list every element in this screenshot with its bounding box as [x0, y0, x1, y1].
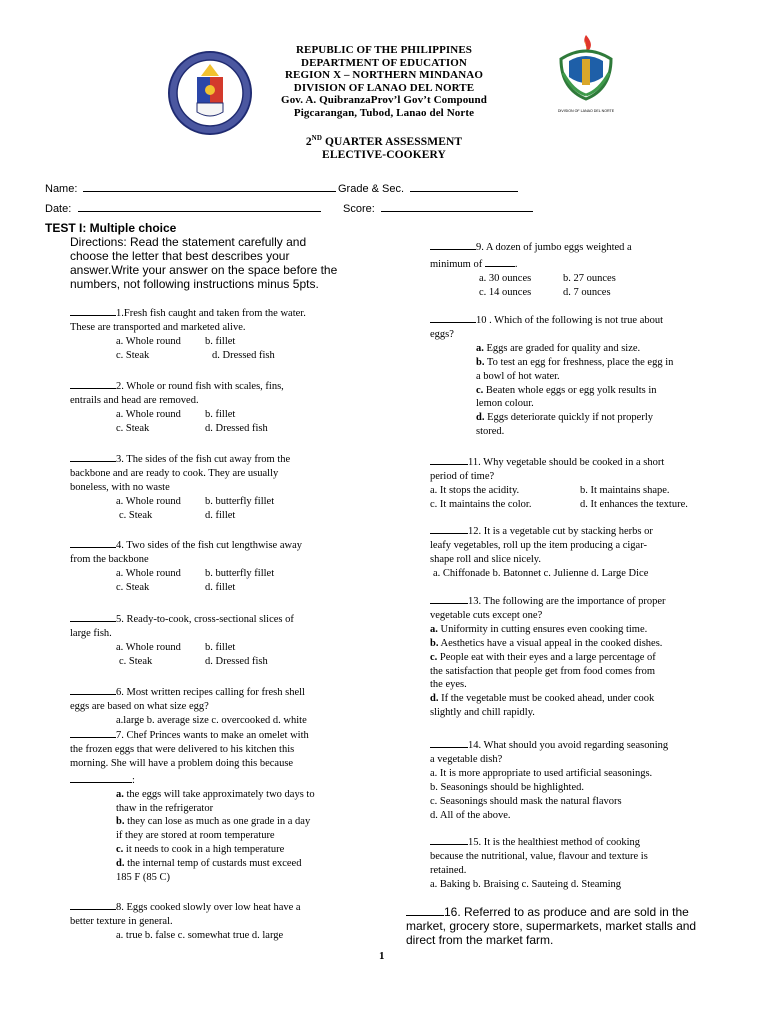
option-c: c. Steak — [119, 655, 153, 667]
directions — [70, 235, 337, 291]
question-text: market, grocery store, supermarkets, market stalls and — [406, 919, 697, 933]
option-letter: c. — [476, 384, 484, 396]
option-text: slightly and chill rapidly. — [430, 707, 535, 719]
option-text: b. Seasonings should be highlighted. — [430, 781, 584, 793]
question-options: a.large b. average size c. overcooked d. white — [116, 714, 307, 726]
answer-blank[interactable] — [430, 311, 476, 323]
option-a: a. 30 ounces — [479, 272, 532, 284]
answer-blank[interactable] — [70, 304, 116, 316]
header-line-2: DEPARTMENT OF EDUCATION — [301, 56, 467, 69]
option-letter: d. — [430, 693, 439, 705]
option-text: the internal temp of custards must exceed — [127, 858, 302, 870]
option-text: People eat with their eyes and a large percentage of — [439, 651, 656, 663]
option-a: a. It stops the acidity. — [430, 484, 520, 496]
option-a: a. Whole round — [116, 567, 181, 579]
directions-line: numbers, not following instructions minus 5pts. — [70, 277, 319, 291]
header-line-5: Gov. A. QuibranzaProv’l Gov’t Compound — [281, 94, 487, 107]
question-text: 5. Ready-to-cook, cross-sectional slices of — [116, 614, 294, 625]
option-text: Beaten whole eggs or egg yolk results in — [485, 384, 657, 396]
option-text: If the vegetable must be cooked ahead, under cook — [441, 693, 655, 705]
option-a: a. Whole round — [116, 641, 181, 653]
question-text: minimum of — [430, 258, 483, 270]
option-text: a. Baking b. Braising c. Sauteing d. Steaming — [430, 878, 622, 890]
option-b: b. butterfly fillet — [205, 567, 275, 579]
directions-line: answer.Write your answer on the space before the — [70, 263, 338, 277]
question-9: 9. A dozen of jumbo eggs weighted a minimum of . a. 30 ounces b. 27 ounces c. 14 ounces d. 7 ounces — [430, 238, 632, 300]
question-6 — [70, 683, 307, 728]
option-letter: c. — [430, 651, 438, 663]
option-c: c. Steak — [116, 581, 150, 593]
question-text: direct from the market farm. — [406, 933, 554, 947]
question-16 — [406, 904, 696, 947]
answer-blank[interactable] — [430, 592, 468, 604]
question-text: the frozen eggs that were delivered to his kitchen this — [70, 743, 295, 755]
option-b: b. 27 ounces — [563, 272, 616, 284]
answer-blank[interactable] — [430, 736, 468, 748]
question-text: period of time? — [430, 470, 495, 482]
name-label: Name: — [45, 183, 78, 195]
question-text: shape roll and slice nicely. — [430, 553, 541, 565]
option-b: b. fillet — [205, 408, 236, 420]
question-text: 15. It is the healthiest method of cooking — [468, 837, 641, 848]
option-d: d. Dressed fish — [205, 655, 268, 667]
question-text: because the nutritional, value, flavour and texture is — [430, 850, 648, 862]
question-text: boneless, with no waste — [70, 481, 170, 493]
question-text: 12. It is a vegetable cut by stacking herbs or — [468, 526, 653, 537]
option-d: d. Dressed fish — [212, 349, 275, 361]
question-text: eggs? — [430, 328, 454, 340]
division-logo-caption: DIVISION OF LANAO DEL NORTE — [557, 109, 615, 113]
question-text: better texture in general. — [70, 915, 173, 927]
question-text: 8. Eggs cooked slowly over low heat have a — [116, 902, 301, 913]
question-text: 4. Two sides of the fish cut lengthwise away — [116, 540, 302, 551]
question-text: 2. Whole or round fish with scales, fins, — [116, 381, 284, 392]
option-c: c. It maintains the color. — [430, 498, 532, 510]
option-d: d. It enhances the texture. — [580, 498, 688, 510]
option-text: the eggs will take approximately two days to — [126, 788, 315, 800]
question-text: retained. — [430, 864, 467, 876]
name-blank[interactable] — [83, 180, 336, 192]
question-15 — [430, 833, 648, 892]
score-blank[interactable] — [381, 200, 533, 212]
directions-line: Directions: Read the statement carefully and — [70, 235, 307, 249]
question-text: 16. Referred to as produce and are sold in the — [444, 905, 689, 919]
option-c: c. Steak — [116, 349, 150, 361]
option-text: a. It is more appropriate to used artificial seasonings. — [430, 767, 653, 779]
question-text: vegetable cuts except one? — [430, 609, 543, 621]
option-b: b. fillet — [205, 641, 236, 653]
answer-blank[interactable] — [430, 522, 468, 534]
question-text: 9. A dozen of jumbo eggs weighted a — [476, 242, 632, 253]
grade-blank[interactable] — [410, 180, 518, 192]
test-heading: TEST I: Multiple choice — [45, 221, 177, 235]
option-letter: d. — [116, 858, 125, 870]
option-c: c. Steak — [119, 509, 153, 521]
question-14 — [430, 736, 668, 822]
option-text: if they are stored at room temperature — [116, 830, 275, 842]
option-text: it needs to cook in a high temperature — [125, 844, 285, 856]
question-text: entrails and head are removed. — [70, 394, 199, 406]
question-13 — [430, 592, 666, 720]
title-number: 2 — [305, 136, 312, 148]
question-4 — [70, 536, 302, 595]
option-text: the eyes. — [430, 679, 467, 691]
answer-blank[interactable] — [430, 833, 468, 845]
question-options: a. Chiffonade b. Batonnet c. Julienne d. Large Dice — [433, 567, 649, 579]
option-text: thaw in the refrigerator — [116, 802, 214, 814]
option-text: 185 F (85 C) — [116, 872, 170, 884]
option-d: d. Dressed fish — [205, 422, 268, 434]
option-text: stored. — [476, 426, 505, 438]
answer-blank[interactable] — [430, 453, 468, 465]
answer-blank[interactable] — [70, 450, 116, 462]
option-b: b. It maintains shape. — [580, 484, 670, 496]
option-text: d. All of the above. — [430, 809, 511, 821]
question-options: a. true b. false c. somewhat true d. large — [116, 929, 284, 941]
question-text: 11. Why vegetable should be cooked in a short — [468, 457, 665, 468]
option-text: they can lose as much as one grade in a day — [127, 816, 311, 828]
option-text: c. Seasonings should mask the natural flavors — [430, 795, 622, 807]
option-d: d. fillet — [205, 581, 236, 593]
header-block — [0, 44, 768, 120]
option-a: a. Whole round — [116, 335, 181, 347]
page-number: 1 — [379, 950, 385, 962]
option-text: the satisfaction that people get from food comes from — [430, 665, 656, 677]
question-8 — [70, 898, 301, 943]
option-text: Uniformity in cutting ensures even cooking time. — [440, 623, 648, 635]
option-d: d. 7 ounces — [563, 286, 611, 298]
directions-line: choose the letter that best describes your — [70, 249, 290, 263]
question-text: from the backbone — [70, 553, 149, 565]
option-c: c. 14 ounces — [479, 286, 532, 298]
question-text: 13. The following are the importance of proper — [468, 596, 666, 607]
question-text: 10 . Which of the following is not true about — [476, 315, 664, 326]
option-a: a. Whole round — [116, 408, 181, 420]
question-text: a vegetable dish? — [430, 753, 503, 765]
question-text: 7. Chef Princes wants to make an omelet with — [116, 730, 309, 741]
answer-blank[interactable] — [70, 610, 116, 622]
question-text: eggs are based on what size egg? — [70, 700, 209, 712]
date-label: Date: — [45, 203, 72, 215]
option-letter: a. — [430, 623, 438, 635]
question-12 — [430, 522, 653, 581]
answer-blank[interactable] — [70, 898, 116, 910]
question-1 — [70, 304, 306, 363]
option-text: a bowl of hot water. — [476, 370, 560, 382]
question-text: 14. What should you avoid regarding seasoning — [468, 740, 669, 751]
question-5 — [70, 610, 294, 669]
answer-blank[interactable] — [70, 536, 116, 548]
option-a: a. Whole round — [116, 495, 181, 507]
option-text: Eggs deteriorate quickly if not properly — [487, 412, 654, 424]
answer-blank[interactable] — [485, 255, 515, 267]
question-text: morning. She will have a problem doing this because — [70, 757, 294, 769]
question-11 — [430, 453, 688, 512]
option-letter: a. — [116, 788, 124, 800]
question-7: 7. Chef Princes wants to make an omelet with the frozen eggs that were delivered to his kitchen this morning. She will have a problem doing this because : a. the eggs will take approximately two days to thaw in the refrigerator b. they can lose as much as one grade in a day if they are stored at room temperature c. it needs to cook in a high temperature d. the internal temp of custards must exceed 185 F (85 C) — [70, 726, 315, 885]
header-line-4: DIVISION OF LANAO DEL NORTE — [293, 81, 475, 94]
assessment-subtitle: ELECTIVE-COOKERY — [322, 148, 446, 161]
option-d: d. fillet — [205, 509, 236, 521]
question-text: 1.Fresh fish caught and taken from the water. — [116, 308, 306, 319]
option-text: To test an egg for freshness, place the egg in — [486, 356, 674, 368]
option-text: Aesthetics have a visual appeal in the cooked dishes. — [440, 637, 663, 649]
assessment-title — [0, 136, 768, 161]
date-blank[interactable] — [78, 200, 321, 212]
header-line-3: REGION X – NORTHERN MINDANAO — [285, 69, 483, 82]
answer-blank[interactable] — [406, 904, 444, 916]
question-10 — [430, 311, 673, 439]
question-text: 6. Most written recipes calling for fresh shell — [116, 687, 305, 698]
question-text: leafy vegetables, roll up the item producing a cigar- — [430, 539, 647, 551]
option-letter: d. — [476, 412, 485, 424]
header-line-1: REPUBLIC OF THE PHILIPPINES — [296, 44, 472, 56]
option-c: c. Steak — [116, 422, 150, 434]
option-letter: b. — [430, 637, 439, 649]
title-rest: QUARTER ASSESSMENT — [321, 136, 463, 148]
question-text: 3. The sides of the fish cut away from the — [116, 454, 291, 465]
score-label: Score: — [343, 203, 375, 215]
option-b: b. butterfly fillet — [205, 495, 275, 507]
question-text: large fish. — [70, 627, 112, 639]
answer-blank[interactable] — [70, 771, 132, 783]
option-text: lemon colour. — [476, 398, 534, 410]
answer-blank[interactable] — [70, 683, 116, 695]
question-2 — [70, 377, 284, 436]
answer-blank[interactable] — [430, 238, 476, 250]
answer-blank[interactable] — [70, 377, 116, 389]
option-b: b. fillet — [205, 335, 236, 347]
option-text: Eggs are graded for quality and size. — [486, 342, 641, 354]
grade-label: Grade & Sec. — [338, 183, 405, 195]
option-letter: a. — [476, 342, 484, 354]
option-letter: c. — [116, 844, 124, 856]
option-letter: b. — [476, 356, 485, 368]
answer-blank[interactable] — [70, 726, 116, 738]
header-line-6: Pigcarangan, Tubod, Lanao del Norte — [293, 106, 475, 119]
question-3 — [70, 450, 290, 523]
option-letter: b. — [116, 816, 125, 828]
question-text: These are transported and marketed alive. — [70, 321, 246, 333]
question-text: backbone and are ready to cook. They are usually — [70, 467, 279, 479]
title-superscript: ND — [311, 134, 322, 143]
